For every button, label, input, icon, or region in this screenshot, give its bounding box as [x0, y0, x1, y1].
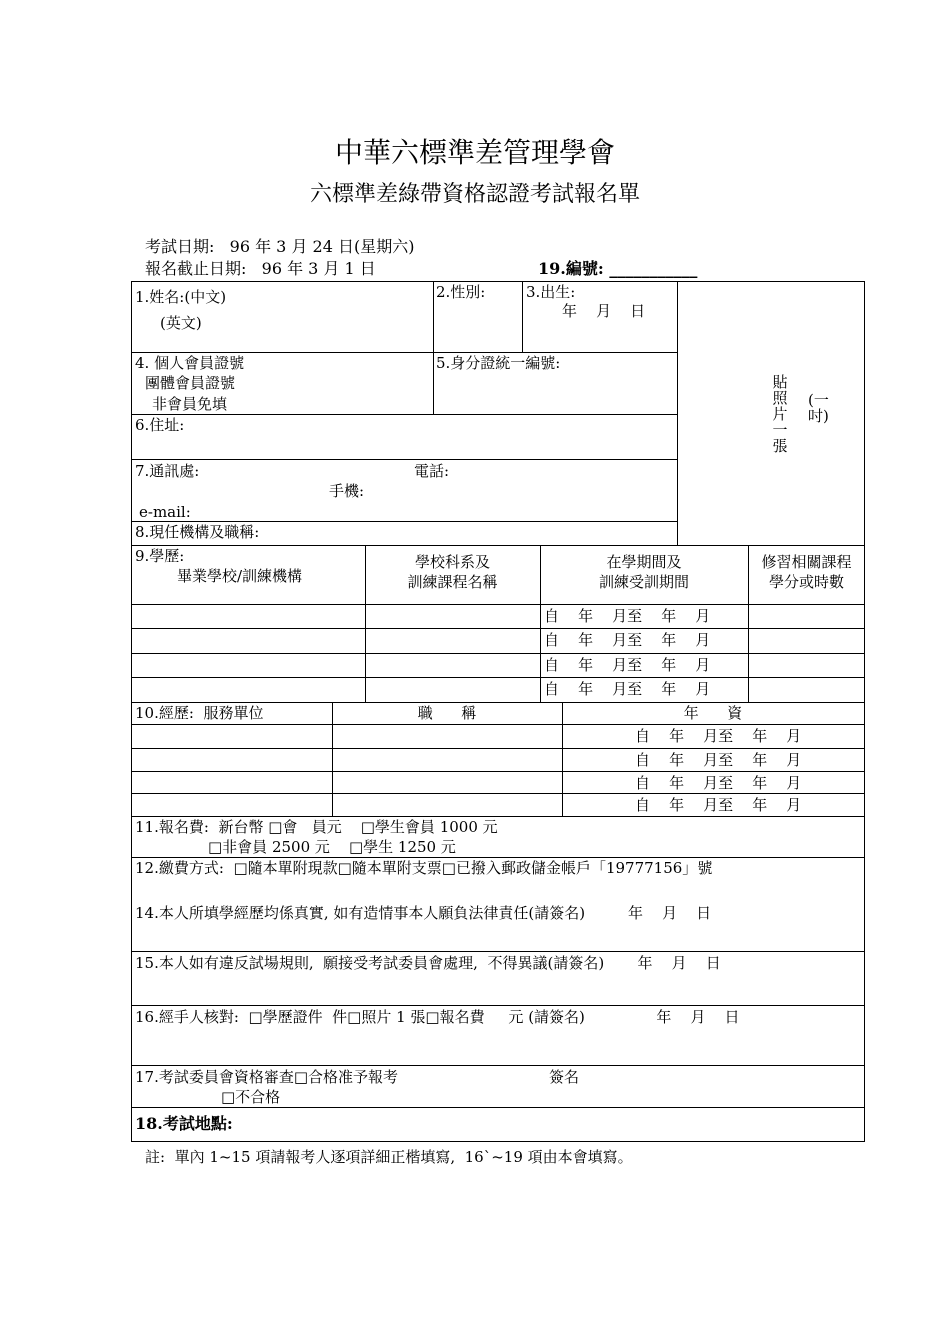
contact-address-label: 7.通訊處: — [135, 462, 200, 480]
photo-placeholder-text: 貼照片一張 — [772, 373, 788, 455]
education-school-header: 畢業學校/訓練機構 — [177, 567, 303, 585]
education-credits-header-2: 學分或時數 — [768, 573, 844, 591]
committee-review-fail: □不合格 — [221, 1088, 281, 1106]
education-credits-header-1: 修習相關課程 — [761, 553, 852, 571]
handler-verification: 16.經手人核對: □學歷證件 件□照片 1 張□報名費 元 (請簽名) 年 月 日 — [135, 1008, 740, 1026]
experience-years-header: 年 資 — [683, 704, 743, 722]
address-label: 6.住址: — [135, 416, 185, 434]
experience-label: 10.經歷: 服務單位 — [135, 704, 264, 722]
experience-period-row: 自 年 月至 年 月 — [635, 727, 802, 745]
non-member-note: 非會員免填 — [152, 395, 228, 413]
email-label: e-mail: — [139, 503, 191, 521]
education-period-header-1: 在學期間及 — [606, 553, 682, 571]
group-member-number-label: 團體會員證號 — [145, 374, 236, 392]
gender-label: 2.性別: — [436, 283, 486, 301]
current-job-label: 8.現任機構及職稱: — [135, 523, 260, 541]
phone-label: 電話: — [414, 462, 450, 480]
committee-review: 17.考試委員會資格審查□合格准予報考 — [135, 1068, 399, 1086]
registration-fee-options-2: □非會員 2500 元 □學生 1250 元 — [208, 838, 456, 856]
committee-signature-label: 簽名 — [549, 1068, 580, 1086]
org-title: 中華六標準差管理學會 — [334, 136, 615, 169]
name-chinese-label: 1.姓名:(中文) — [135, 288, 227, 306]
mobile-label: 手機: — [329, 482, 365, 500]
declaration-truthfulness: 14.本人所填學經歷均係真實, 如有造情事本人願負法律責任(請簽名) 年 月 日 — [135, 904, 712, 922]
birth-date-field: 年 月 日 — [562, 302, 646, 320]
id-number-label: 5.身分證統一編號: — [436, 354, 561, 372]
experience-title-header: 職 稱 — [417, 704, 477, 722]
education-label: 9.學歷: — [135, 547, 185, 565]
education-dept-header-2: 訓練課程名稱 — [407, 573, 498, 591]
experience-period-row: 自 年 月至 年 月 — [635, 796, 802, 814]
registration-deadline: 報名截止日期: 96 年 3 月 1 日 — [145, 259, 376, 278]
name-english-label: (英文) — [160, 314, 202, 332]
exam-location-label: 18.考試地點: — [135, 1114, 233, 1133]
photo-size-note: (一吋) — [808, 391, 829, 425]
exam-date: 考試日期: 96 年 3 月 24 日(星期六) — [145, 237, 415, 256]
education-period-row: 自 年 月至 年 月 — [544, 607, 711, 625]
education-period-row: 自 年 月至 年 月 — [544, 631, 711, 649]
experience-period-row: 自 年 月至 年 月 — [635, 774, 802, 792]
experience-period-row: 自 年 月至 年 月 — [635, 751, 802, 769]
payment-method: 12.繳費方式: □隨本單附現款□隨本單附支票□已撥入郵政儲金帳戶「19777156」號 — [135, 859, 713, 877]
form-title: 六標準差綠帶資格認證考試報名單 — [309, 182, 640, 207]
declaration-exam-rules: 15.本人如有違反試場規則, 願接受考試委員會處理, 不得異議(請簽名) 年 月 日 — [135, 954, 721, 972]
education-dept-header-1: 學校科系及 — [414, 553, 490, 571]
education-period-row: 自 年 月至 年 月 — [544, 656, 711, 674]
serial-number-field[interactable]: 19.編號: ___________ — [538, 259, 698, 278]
education-period-row: 自 年 月至 年 月 — [544, 680, 711, 698]
registration-fee-options: 11.報名費: 新台幣 □會 員元 □學生會員 1000 元 — [135, 818, 498, 836]
member-number-label: 4. 個人會員證號 — [135, 354, 245, 372]
footnote: 註: 單內 1~15 項請報考人逐項詳細正楷填寫, 16`~19 項由本會填寫。 — [145, 1148, 633, 1166]
education-period-header-2: 訓練受訓期間 — [598, 573, 689, 591]
birth-label: 3.出生: — [526, 283, 576, 301]
